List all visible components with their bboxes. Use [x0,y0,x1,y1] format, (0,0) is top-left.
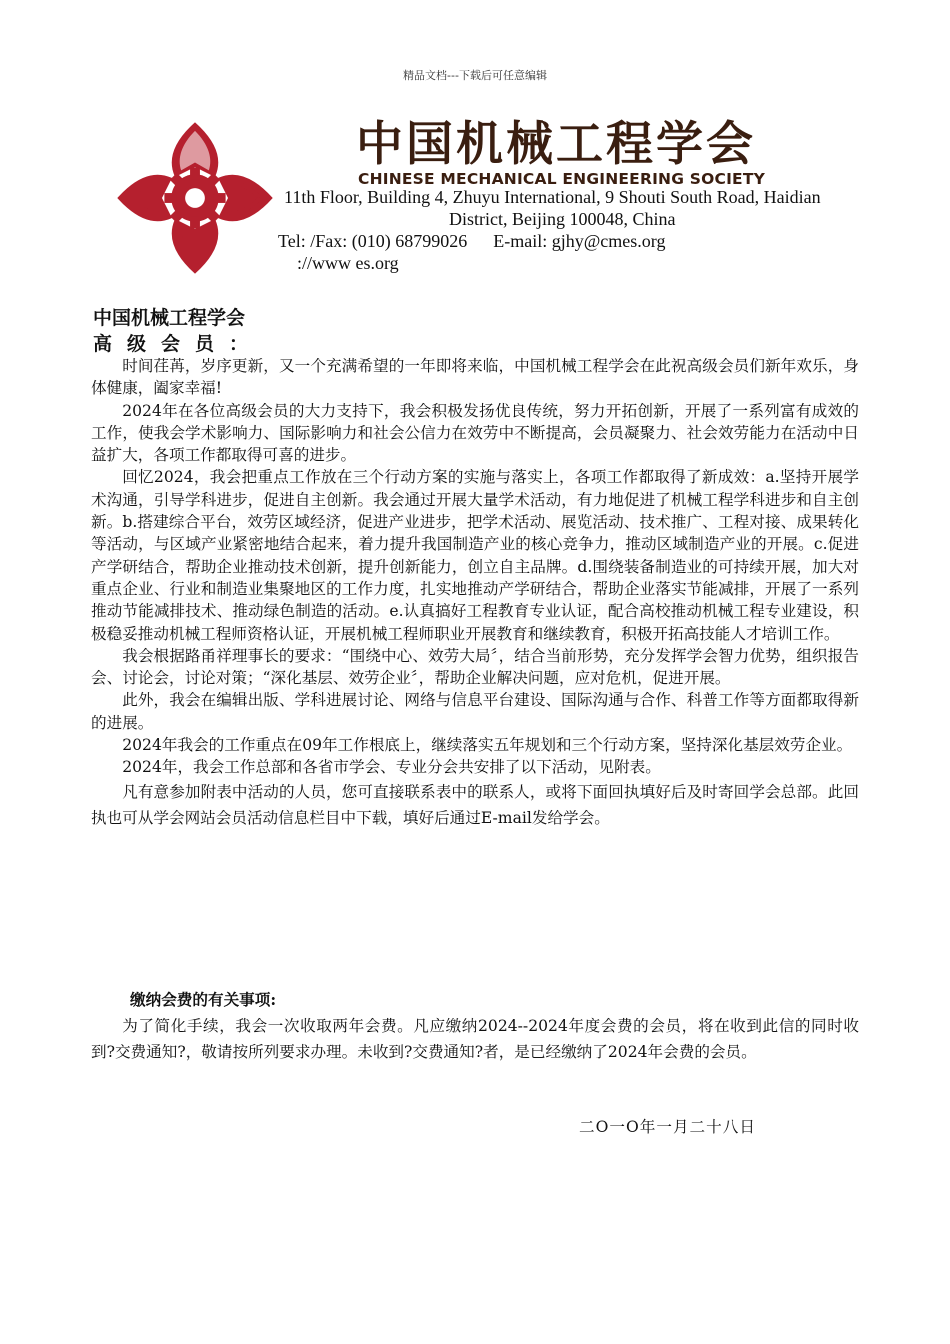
letter-date: 二O一O年一月二十八日 [579,1118,756,1136]
paragraph-greeting: 时间荏苒，岁序更新，又一个充满希望的一年即将来临，中国机械工程学会在此祝高级会员们新年欢乐，身体健康，阖家幸福! [91,357,859,398]
gear-quatrefoil-logo-icon [116,120,274,276]
fee-paragraph: 为了简化手续，我会一次收取两年会费。凡应缴纳2024--2024年度会费的会员，将在收到此信的同时收到?交费通知?，敬请按所列要求办理。未收到?交费通知?者，是已经缴纳了2024年会费的会员。 [91,1017,859,1061]
paragraph-review: 回忆2024，我会把重点工作放在三个行动方案的实施与落实上，各项工作都取得了新成效：a.坚持开展学术沟通，引导学科进步，促进自主创新。我会通过开展大量学术活动，有力地促进了机械工程学科进步和自主创新。b.搭建综合平台，效劳区域经济，促进产业进步，把学术活动、展览活动、技术推广、工程对接、成果转化等活动，与区域产业紧密地结合起来，着力提升我国制造产业的核心竞争力，推动区域制造产业的开展。c.促进产学研结合，帮助企业推动技术创新，提升创新能力，创立自主品牌。d.围绕装备制造业的可持续开展，加大对重点企业、行业和制造业集聚地区的工作力度，扎实地推动产学研结合，帮助企业落实节能减排，开展了一系列推动节能减排技术、推动绿色制造的活动。e.认真搞好工程教育专业认证，配合高校推动机械工程专业建设，积极稳妥推动机械工程师资格认证，开展机械工程师职业开展教育和继续教育，积极开拓高技能人才培训工作。 [91,468,859,643]
org-name-en: CHINESE MECHANICAL ENGINEERING SOCIETY [358,170,766,188]
paragraph-summary: 2024年在各位高级会员的大力支持下，我会积极发扬优良传统，努力开拓创新，开展了一系列富有成效的工作，使我会学术影响力、国际影响力和社会公信力在效劳中不断提高，会员凝聚力、社会效劳能力在活动中日益扩大，各项工作都取得可喜的进步。 [91,401,859,465]
paragraph-requirements: 我会根据路甬祥理事长的要求：“围绕中心、效劳大局〞，结合当前形势，充分发挥学会智力优势，组织报告会、讨论会，讨论对策；“深化基层、效劳企业〞，帮助企业解决问题，应对危机，促进开展。 [91,646,859,688]
contact-line [278,230,665,252]
salutation-members: 高级会员： [93,333,264,355]
phone-fax: Tel: /Fax: (010) 68799026 [278,231,468,251]
paragraph-activities: 2024年，我会工作总部和各省市学会、专业分会共安排了以下活动，见附表。 [122,758,661,777]
address-line-1: 11th Floor, Building 4, Zhuyu International, 9 Shouti South Road, Haidian [284,187,821,207]
address-line-2: District, Beijing 100048, China [449,209,676,229]
watermark-text: 精品文档---下载后可任意编辑 [403,69,547,82]
paragraph-participation: 凡有意参加附表中活动的人员，您可直接联系表中的联系人，或将下面回执填好后及时寄回学会总部。此回执也可从学会网站会员活动信息栏目中下载，填好后通过E-mail发给学会。 [91,782,859,827]
fee-heading: 缴纳会费的有关事项: [130,990,277,1009]
fee-section [91,1013,859,1065]
paragraph-progress: 此外，我会在编辑出版、学科进展讨论、网络与信息平台建设、国际沟通与合作、科普工作等方面都取得新的进展。 [91,691,859,732]
paragraph-focus: 2024年我会的工作重点在09年工作根底上，继续落实五年规划和三个行动方案，坚持深化基层效劳企业。 [122,736,853,755]
email-address: E-mail: gjhy@cmes.org [493,231,666,251]
letter-body [91,355,859,831]
salutation-org: 中国机械工程学会 [93,307,246,329]
org-name-cn: 中国机械工程学会 [356,117,756,172]
website: ://www es.org [297,253,399,273]
